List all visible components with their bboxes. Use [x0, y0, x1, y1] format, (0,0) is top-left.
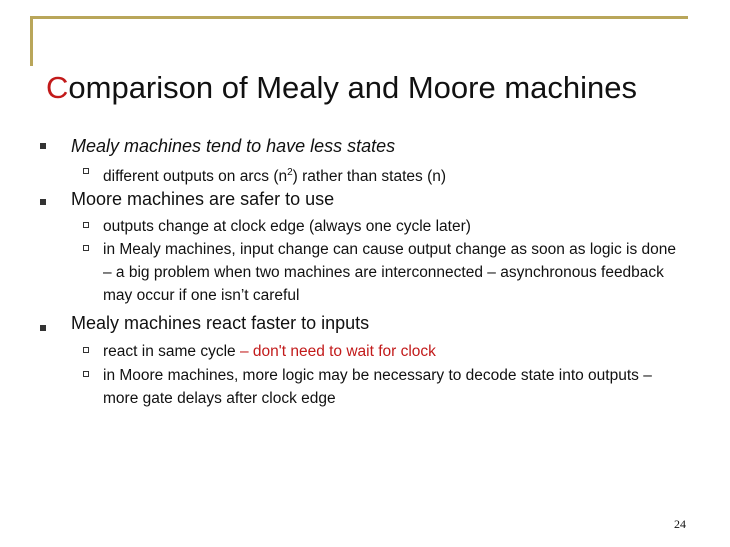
- sub-bullet-square-icon: [83, 347, 89, 353]
- page-number: 24: [674, 517, 686, 531]
- slide-frame-left: [30, 16, 33, 66]
- title-first-letter: C: [46, 70, 69, 105]
- sub-bullet-square-icon: [83, 371, 89, 377]
- bullet-1-text: Mealy machines tend to have less states: [71, 136, 396, 156]
- bullet-3-sub-2: in Moore machines, more logic may be necessary to decode state into outputs – more gate delays after clock edge: [103, 367, 652, 407]
- slide-title: [46, 70, 646, 105]
- sub-bullet-square-icon: [83, 168, 89, 174]
- sub-text: react in same cycle: [103, 343, 240, 360]
- bullet-2-sub-2: in Mealy machines, input change can cause output change as soon as logic is done – a big problem when two machines are interconnected – asynchronous feedback may occur if one isn’t careful: [103, 241, 677, 304]
- sub-bullet-square-icon: [83, 245, 89, 251]
- sub-superscript: 2: [287, 167, 293, 178]
- sub-bullet-square-icon: [83, 222, 89, 228]
- bullet-3-sub-1: [103, 340, 683, 363]
- bullet-3-text: Mealy machines react faster to inputs: [71, 313, 370, 333]
- bullet-2-sub-1: outputs change at clock edge (always one cycle later): [103, 218, 471, 235]
- sub-suffix: ) rather than states (n): [292, 168, 447, 186]
- bullet-square-icon: [40, 199, 46, 205]
- bullet-1-sub-1: [103, 161, 683, 188]
- sub-highlight: – don't need to wait for clock: [239, 343, 436, 360]
- bullet-square-icon: [40, 143, 46, 149]
- title-rest: omparison of Mealy and Moore machines: [68, 70, 638, 105]
- sub-prefix: different outputs on arcs (n: [103, 168, 288, 186]
- bullet-square-icon: [40, 325, 46, 331]
- bullet-2-text: Moore machines are safer to use: [71, 189, 335, 209]
- slide-frame-top: [30, 16, 688, 19]
